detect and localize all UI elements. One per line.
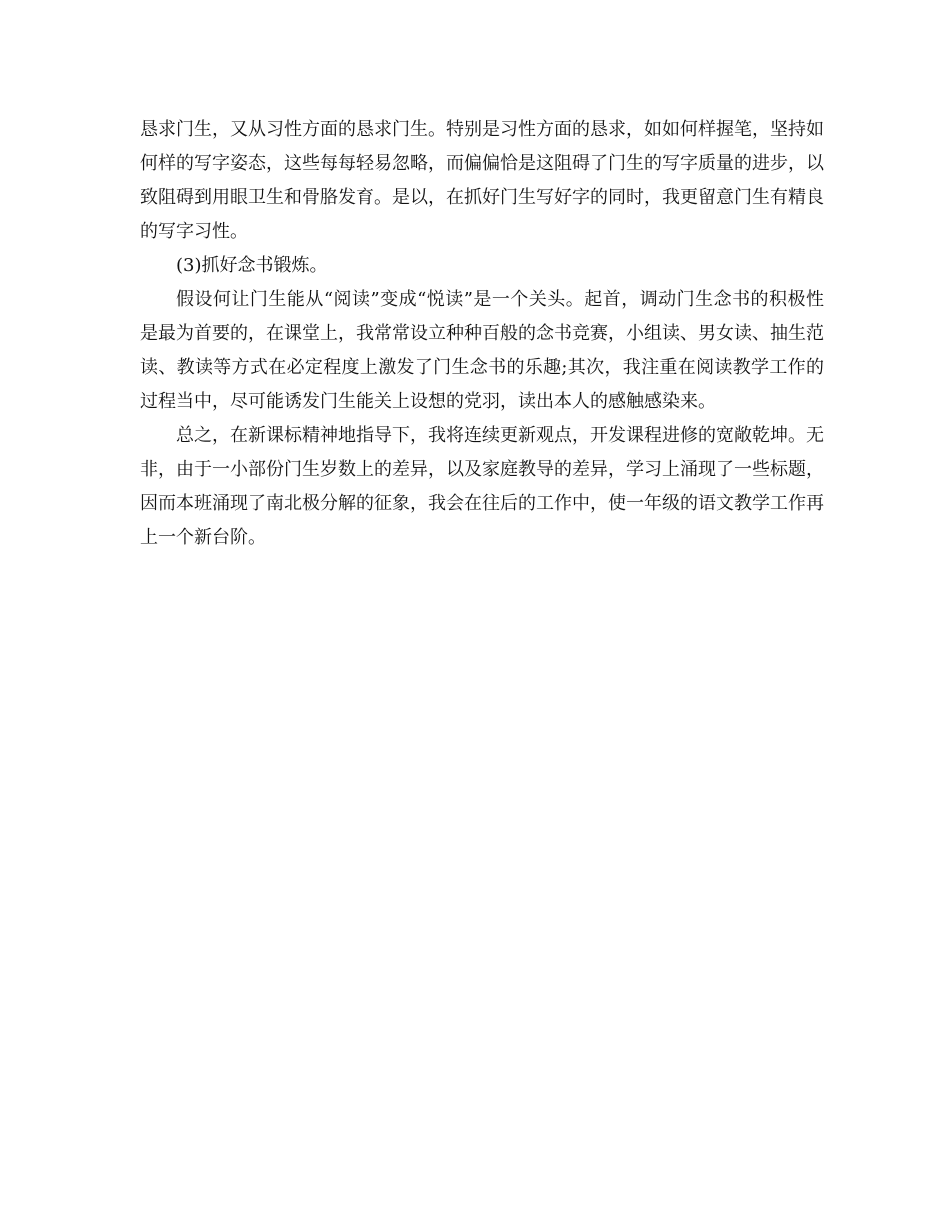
document-body xyxy=(140,113,824,555)
paragraph-reading-heading: (3)抓好念书锻炼。 xyxy=(176,255,328,276)
paragraph-handwriting-habits: 恳求门生，又从习性方面的恳求门生。特别是习性方面的恳求，如如何样握笔，坚持如何样的写字姿态，这些每每轻易忽略，而偏偏恰是这阻碍了门生的写字质量的进步，以致阻碍到用眼卫生和骨胳发育。是以，在抓好门生写好字的同时，我更留意门生有精良的写字习性。 xyxy=(140,119,824,242)
paragraph-reading-practice: 假设何让门生能从“阅读”变成“悦读”是一个关头。起首，调动门生念书的积极性是最为首要的，在课堂上，我常常设立种种百般的念书竞赛，小组读、男女读、抽生范读、教读等方式在必定程度上激发了门生念书的乐趣;其次，我注重在阅读教学工作的过程当中，尽可能诱发门生能关上设想的党羽，读出本人的感触感染来。 xyxy=(140,289,824,412)
paragraph-conclusion: 总之，在新课标精神地指导下，我将连续更新观点，开发课程进修的宽敞乾坤。无非，由于一小部份门生岁数上的差异，以及家庭教导的差异，学习上涌现了一些标题，因而本班涌现了南北极分解的征象，我会在往后的工作中，使一年级的语文教学工作再上一个新台阶。 xyxy=(140,425,824,548)
